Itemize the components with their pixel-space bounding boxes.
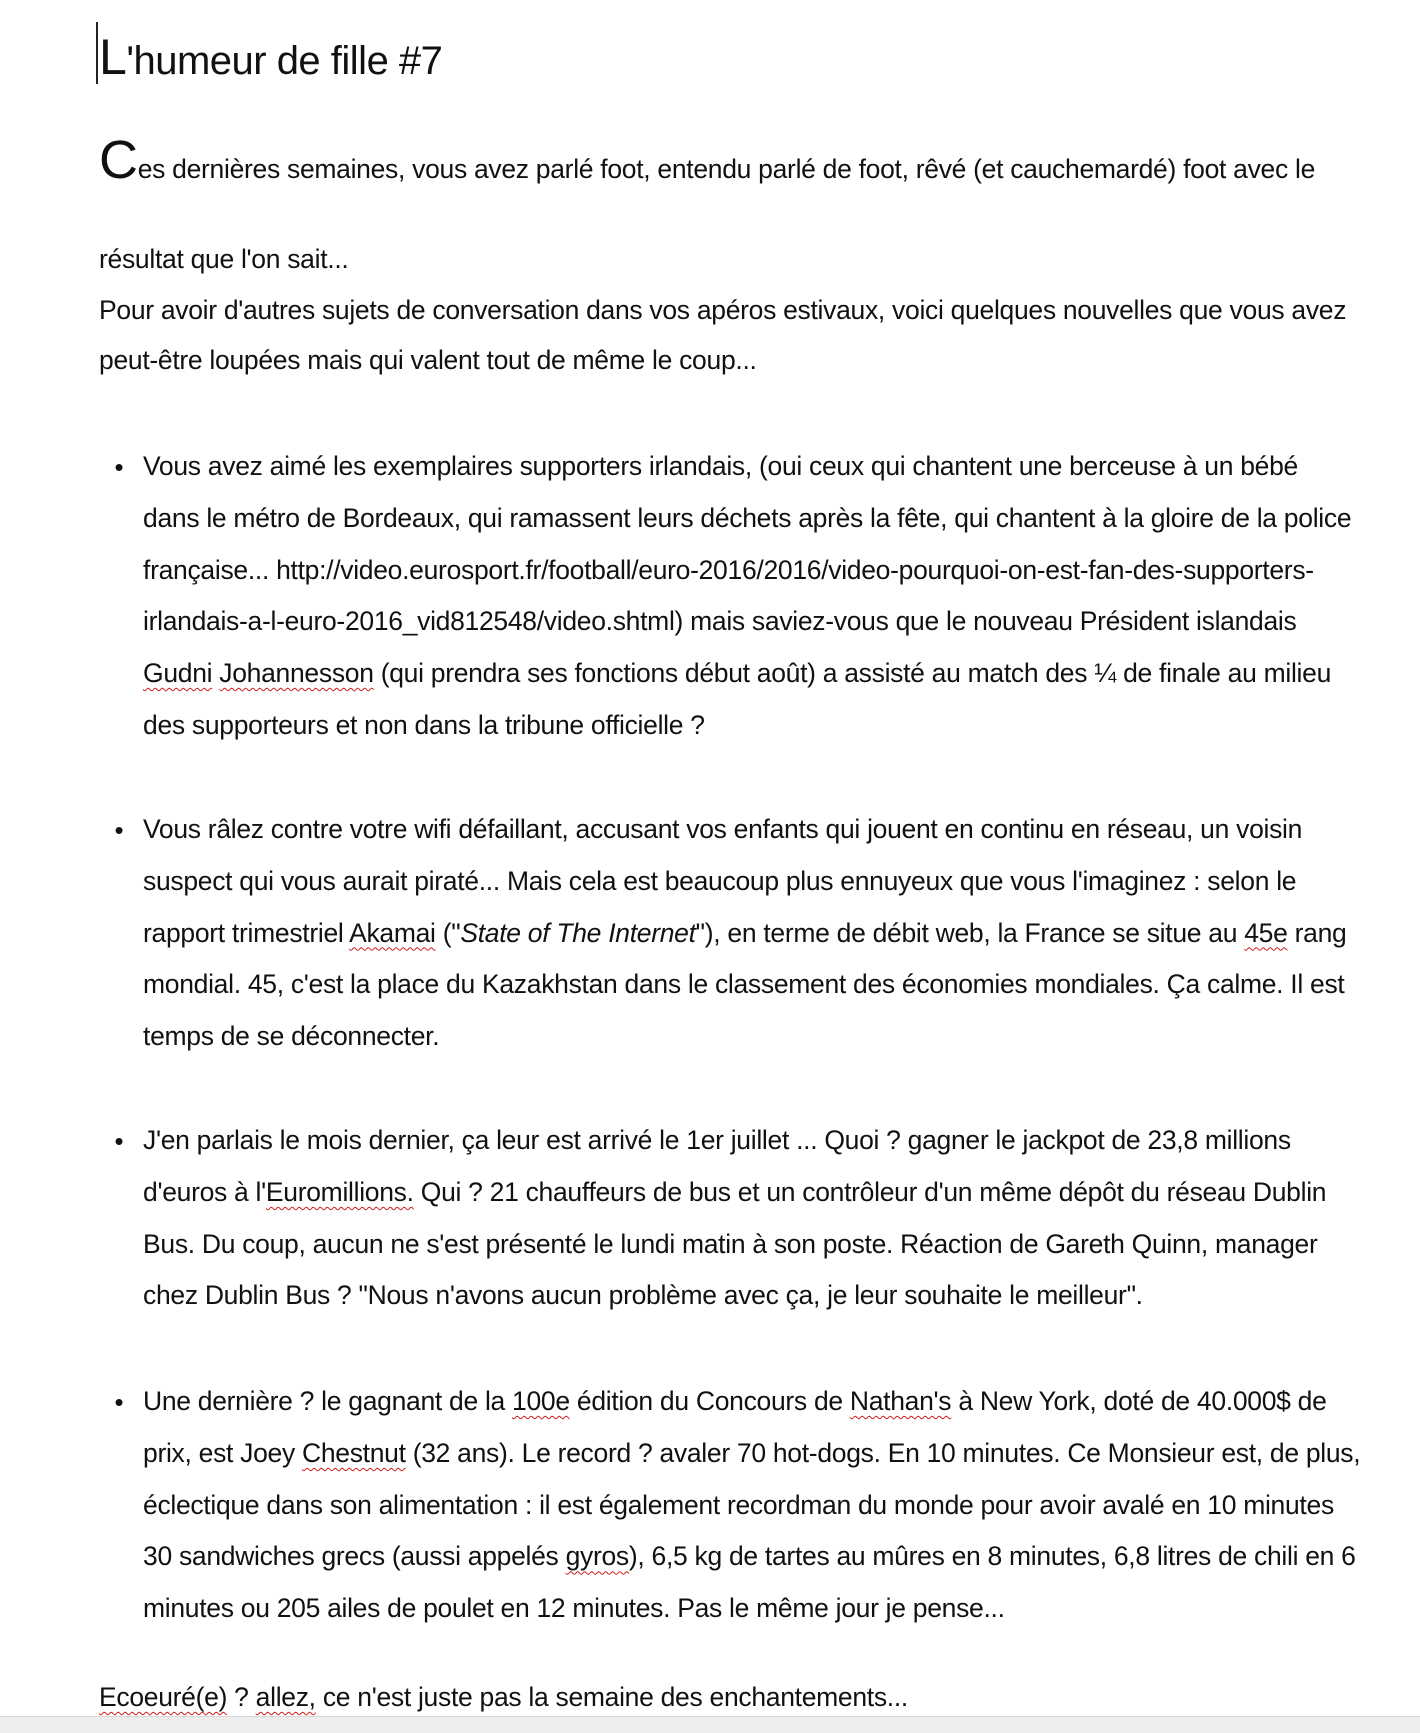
text-line — [143, 1167, 1329, 1219]
spellcheck-word[interactable]: Nathan's — [849, 1386, 952, 1416]
italic-title: State of The Internet — [460, 917, 696, 948]
text-span: ), 6,5 kg de tartes au mûres en 8 minutes, 6,8 litres de chili en 6 — [628, 1541, 1356, 1572]
text-line — [143, 648, 1332, 700]
spellcheck-word[interactable]: 45e — [1244, 917, 1288, 948]
text-line: mondial. 45, c'est la place du Kazakhstan dans le classement des économies mondiales. Ça calme. Il est — [143, 969, 1345, 1000]
text-line — [143, 1531, 1356, 1583]
text-span: "), en terme de débit web, la France se situe au — [695, 917, 1245, 948]
intro-line-3: Pour avoir d'autres sujets de conversation dans vos apéros estivaux, voici quelques nouvelles que vous avez — [99, 295, 1347, 325]
list-item-text — [143, 1115, 1329, 1322]
bullet-icon: • — [114, 815, 124, 845]
list-item — [99, 1376, 1361, 1635]
text-span: 30 sandwiches grecs (aussi appelés — [143, 1541, 566, 1572]
text-line: irlandais-a-l-euro-2016_vid812548/video.shtml) mais saviez-vous que le nouveau Président islandais — [143, 606, 1297, 637]
text-span: édition du Concours de — [569, 1386, 850, 1416]
text-line: J'en parlais le mois dernier, ça leur est arrivé le 1er juillet ... Quoi ? gagner le jackpot de 23,8 millions — [143, 1125, 1291, 1155]
text-line: Bus. Du coup, aucun ne s'est présenté le lundi matin à son poste. Réaction de Gareth Quinn, manager — [143, 1228, 1318, 1259]
text-span: ce n'est juste pas la semaine des enchantements... — [315, 1682, 908, 1712]
list-item — [99, 1115, 1329, 1322]
text-line — [143, 908, 1347, 960]
list-item-text — [143, 1376, 1361, 1635]
text-span: (" — [435, 917, 461, 948]
bullet-icon: • — [114, 452, 124, 482]
list-item-text — [143, 804, 1347, 1063]
text-line: dans le métro de Bordeaux, qui ramassent leurs déchets après la fête, qui chantent à la gloire de la police — [143, 502, 1352, 533]
text-span: à New York, doté de 40.000$ de — [951, 1386, 1327, 1416]
spellcheck-word[interactable]: Akamai — [349, 917, 436, 948]
text-line — [143, 1428, 1361, 1480]
text-line: minutes ou 205 ailes de poulet en 12 minutes. Pas le même jour je pense... — [143, 1593, 1005, 1624]
spellcheck-word[interactable]: Ecoeuré(e) — [99, 1682, 228, 1712]
spellcheck-word[interactable]: Gudni — [143, 658, 213, 689]
text-line — [143, 1376, 1329, 1428]
text-span: (qui prendra ses fonctions début août) a assisté au match des ¼ de finale au milieu — [373, 658, 1332, 689]
text-span: Une dernière ? le gagnant de la — [143, 1386, 513, 1416]
text-line: chez Dublin Bus ? "Nous n'avons aucun problème avec ça, je leur souhaite le meilleur". — [143, 1280, 1143, 1311]
spellcheck-word[interactable]: Euromillions. — [265, 1176, 414, 1207]
intro-line-2: résultat que l'on sait... — [99, 244, 349, 274]
text-line: temps de se déconnecter. — [143, 1021, 440, 1052]
text-line: Vous râlez contre votre wifi défaillant, accusant vos enfants qui jouent en continu en réseau, un voisin — [143, 814, 1303, 844]
text-span: rapport trimestriel — [143, 917, 350, 948]
list-item — [99, 441, 1352, 752]
title-initial: L — [99, 29, 127, 85]
spellcheck-word[interactable]: 100e — [512, 1386, 570, 1416]
text-line: des supporteurs et non dans la tribune officielle ? — [143, 709, 705, 740]
text-line: Vous avez aimé les exemplaires supporters irlandais, (oui ceux qui chantent une berceuse à un bébé — [143, 451, 1298, 481]
spellcheck-word[interactable]: allez, — [255, 1682, 316, 1712]
text-line: éclectique dans son alimentation : il est également recordman du monde pour avoir avalé en 10 minutes — [143, 1489, 1334, 1520]
spellcheck-word[interactable]: gyros — [565, 1541, 629, 1572]
text-span: Qui ? 21 chauffeurs de bus et un contrôleur d'un même dépôt du réseau Dublin — [413, 1176, 1327, 1207]
text-span: prix, est Joey — [143, 1437, 302, 1468]
list-item — [99, 804, 1347, 1063]
document-title — [99, 30, 442, 88]
intro-dropcap: C — [99, 130, 138, 190]
text-span: d'euros à l' — [143, 1176, 266, 1207]
text-span: rang — [1287, 917, 1347, 948]
bullet-icon: • — [114, 1387, 124, 1417]
bullet-icon: • — [114, 1126, 124, 1156]
text-line: française... http://video.eurosport.fr/football/euro-2016/2016/video-pourquoi-on-est-fan-des-supporters- — [143, 554, 1314, 585]
text-cursor — [96, 22, 98, 84]
horizontal-scrollbar[interactable] — [0, 1716, 1420, 1733]
intro-line-1-text: es dernières semaines, vous avez parlé foot, entendu parlé de foot, rêvé (et cauchemardé) foot avec le — [137, 154, 1316, 184]
spellcheck-word[interactable]: Johannesson — [219, 658, 374, 689]
text-span: ? — [227, 1682, 256, 1712]
text-span: (32 ans). Le record ? avaler 70 hot-dogs. En 10 minutes. Ce Monsieur est, de plus, — [405, 1437, 1361, 1468]
title-text: 'humeur de fille #7 — [126, 39, 443, 83]
text-line: suspect qui vous aurait piraté... Mais cela est beaucoup plus ennuyeux que vous l'imaginez : selon le — [143, 865, 1297, 896]
spellcheck-word[interactable]: Chestnut — [301, 1437, 406, 1468]
closing-line — [99, 1672, 1329, 1722]
list-item-text — [143, 441, 1352, 752]
intro-line-4: peut-être loupées mais qui valent tout de même le coup... — [99, 345, 757, 375]
intro-line-1 — [99, 130, 1329, 194]
